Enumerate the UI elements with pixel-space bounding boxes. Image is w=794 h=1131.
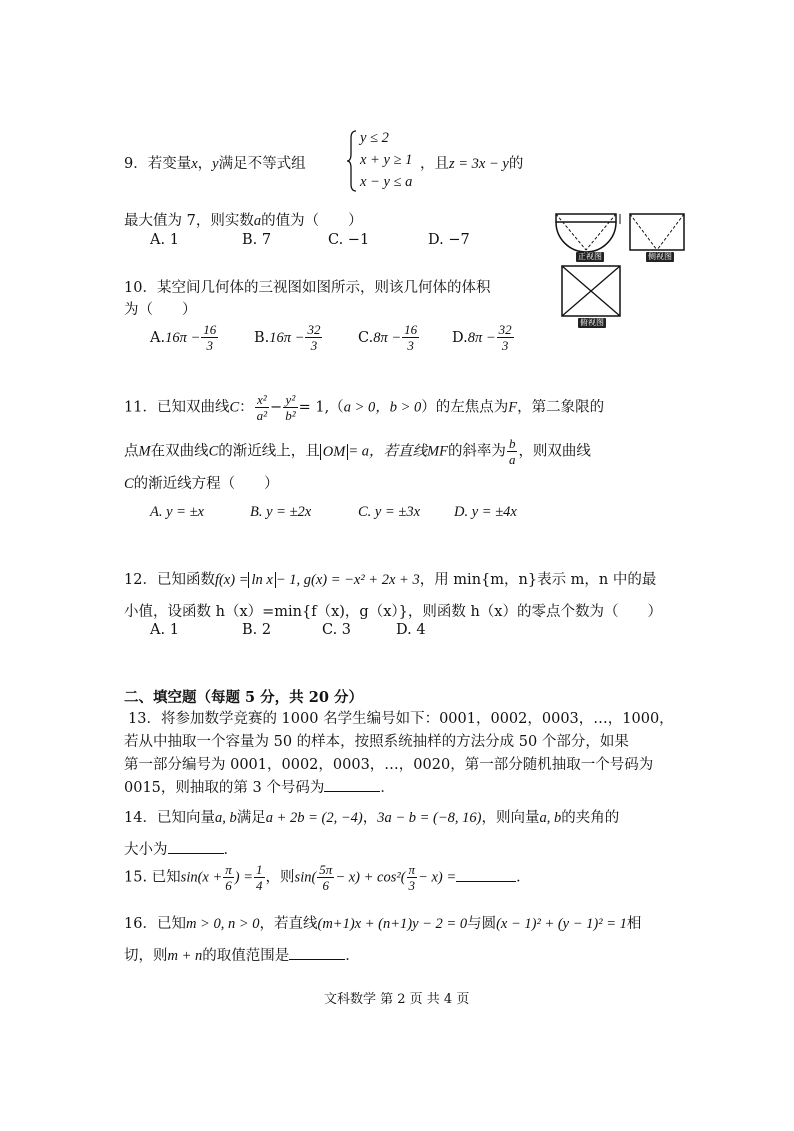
q15-text: 15. 已知 [124,869,181,886]
q10-line2: 为（ ） [124,302,197,318]
q10-b-label: B. [254,329,270,346]
q10-d-pre: 8π − [467,329,496,346]
q16-line2 [124,944,360,965]
q12-options [150,622,426,638]
q16-mn: m + n [167,948,203,964]
label-top-view: 俯视图 [580,318,604,327]
q11-l2e: ，则双曲线 [518,443,591,460]
q12-line2: 小值，设函数 h（x）=min{f（x)，g（x）}，则函数 h（x）的零点个数为（ ） [124,604,662,620]
q9-option-b: B. 7 [242,232,272,248]
page-footer: 文科数学 第 2 页 共 4 页 [324,992,470,1007]
q12-text-b: ，用 min{m，n}表示 m，n 中的最 [419,572,657,588]
q9-ineq-1: y ≤ 2 [360,130,389,146]
q14-text: 14．已知向量 [124,810,215,826]
q10-a-label: A. [150,329,166,346]
q16-circle-eq: (x − 1)² + (y − 1)² = 1 [496,916,627,932]
q15-text-b: ，则 [265,869,295,886]
q16-line-eq: (m+1)x + (n+1)y − 2 = 0 [317,916,468,932]
q12-option-c: C. 3 [322,622,352,638]
q10-c-den: 3 [407,338,414,353]
label-side-view: 侧视图 [648,252,672,261]
q9-ineq-3: x − y ≤ a [360,174,413,190]
q13-line4 [124,776,395,797]
q11-colon: ： [239,399,254,416]
q11-C3: C [124,476,134,492]
q15-line [124,862,531,893]
q9-option-a: A. 1 [150,232,179,248]
q10-c-label: C. [358,329,374,346]
q11-frac-ba [507,436,518,467]
q9-option-c: C. −1 [328,232,370,248]
q11-a: a [508,452,516,467]
q11-a2: a² [256,408,268,423]
q11-line1 [124,392,604,423]
q9-options [150,232,470,248]
q10-d-label: D. [452,329,468,346]
q12-option-a: A. 1 [150,622,179,638]
q10-options [150,322,515,353]
q10-option-d [452,322,515,353]
q13-l4: 0015，则抽取的第 3 个号码为 [124,780,325,796]
q15-frac-5pi6 [317,862,334,893]
q11-line3 [124,472,279,493]
q11-C: C [229,399,240,416]
q9-line2 [124,209,363,230]
q9-line2-end: 的值为（ ） [261,213,363,229]
q15-frac-14 [254,862,265,893]
q14-end: ． [223,842,238,858]
q15-c: − x) = [418,869,457,886]
q15-pi2: π [408,862,416,877]
q10-c-frac [402,322,419,353]
q9-var-y: y [212,156,219,172]
q14-eq2: 3a − b = (−8, 16) [377,810,482,826]
q11-C2: C [208,443,219,460]
q14-eq1: a + 2b = (2, −4) [265,810,363,826]
q11-b2: b² [285,408,296,423]
q11-eq1: = 1,（ [298,399,344,416]
q11-b: b [508,436,516,451]
q11-minus: − [270,399,283,416]
q16-l2b: 的取值范围是 [202,948,290,964]
q9-line1b [420,152,523,173]
three-view-figure [554,210,688,330]
q12-ln: ln x [248,572,275,588]
q11-frac-y [283,392,297,423]
q11-l2b: 在双曲线 [150,443,209,460]
q12-text: 12．已知函数 [124,572,215,588]
q16-text-b: ，若直线 [259,916,318,932]
q14-line2 [124,838,238,859]
q16-text-d: 相 [626,916,642,932]
q11-text: 11．已知双曲线 [124,399,230,416]
q11-l2c: 的渐近线上，且 [218,443,320,460]
q16-text: 16．已知 [124,916,186,932]
q10-b-den: 3 [310,338,318,353]
q16-answer-blank[interactable] [289,945,345,960]
q15-answer-blank[interactable] [456,867,516,882]
q11-text-c: ，第二象限的 [517,399,605,416]
q13-answer-blank[interactable] [324,777,380,792]
q10-a-pre: 16π − [165,329,201,346]
q14-vec: a, b [214,810,237,826]
q11-OM: OM [320,444,349,460]
q9-cond: ，且 [420,156,449,172]
q9-after: 的 [508,156,524,172]
q15-mid: − x) + cos²( [335,869,406,886]
q10-option-a [150,322,254,353]
q14-text-b: 满足 [236,810,266,826]
q10-b-num: 32 [307,322,321,337]
q9-option-d: D. −7 [428,232,470,248]
q12-line1 [124,568,656,589]
q10-d-num: 32 [498,322,512,337]
q9-comma: ， [197,156,213,172]
q14-line1 [124,806,619,827]
q10-b-frac [305,322,322,353]
q16-l2a: 切，则 [124,948,168,964]
q11-option-b: B. y = ±2x [250,504,312,520]
q9-line1 [124,152,306,173]
q9-var-x: x [191,156,198,172]
q10-c-pre: 8π − [373,329,402,346]
q11-l3b: 的渐近线方程（ ） [133,476,279,492]
q11-text-b: ）的左焦点为 [421,399,509,416]
q11-y2: y² [283,392,297,408]
q9-line2-text: 最大值为 7，则实数 [124,213,254,229]
q15-frac-pi6 [223,862,234,893]
q12-rest: − 1, g(x) = −x² + 2x + 3 [275,572,420,588]
q15-three: 3 [408,878,416,893]
q11-F: F [508,399,518,416]
q16-cond: m > 0, n > 0 [185,916,260,932]
q10-d-den: 3 [501,338,509,353]
q16-end: ． [345,948,360,964]
q11-option-a: A. y = ±x [150,504,204,520]
q11-MF: MF [427,443,448,460]
q10-c-num: 16 [404,322,418,337]
q15-eq: ) = [234,869,254,886]
q10-d-frac [497,322,514,353]
q10-a-frac [201,322,218,353]
q10-option-b [254,322,358,353]
q14-answer-blank[interactable] [168,839,224,854]
section-title-fill-blank: 二、填空题（每题 5 分，共 20 分） [124,689,363,706]
q14-text-c: ，则向量 [481,810,540,826]
label-front-view: 正视图 [578,252,602,261]
q11-l2a: 点 [124,443,139,460]
q10-option-c [358,322,452,353]
q15-six2: 6 [322,878,330,893]
q11-options [150,504,517,521]
q9-ineq-2: x + y ≥ 1 [360,152,413,168]
q11-M: M [138,443,151,460]
three-view-diagram [554,210,688,330]
q13-line3: 第一部分编号为 0001，0002，0003，…，0020，第一部分随机抽取一个号码为 [124,757,654,773]
q9-var-a: a [253,213,262,229]
q13-end: ． [380,780,395,796]
q13-line1: 13．将参加数学竞赛的 1000 名学生编号如下：0001，0002，0003，…，1000， [128,711,674,727]
q12-option-d: D. 4 [396,622,426,638]
q14-l2: 大小为 [124,842,168,858]
q15-fivepi: 5π [319,862,333,877]
q15-end: ． [516,869,531,886]
q11-l2d: 的斜率为 [447,443,506,460]
q13-line2: 若从中抽取一个容量为 50 的样本，按照系统抽样的方法分成 50 个部分，如果 [124,734,629,750]
q12-fx: f(x) = [214,572,249,588]
q15-one: 1 [256,862,263,877]
q10-line1: 10．某空间几何体的三视图如图所示，则该几何体的体积 [124,280,491,296]
q15-pi: π [225,862,232,877]
q15-frac-pi3 [407,862,418,893]
q11-eqa: = a，若直线 [348,443,427,460]
q16-line1 [124,912,641,933]
q15-six: 6 [225,878,232,893]
q9-text: 9．若变量 [124,156,192,172]
q15-sin1: sin(x + [180,869,223,886]
q15-sin2: sin( [294,869,317,886]
q12-option-b: B. 2 [242,622,272,638]
brace-icon [346,130,358,192]
q14-comma: ， [362,810,378,826]
q15-four: 4 [256,878,263,893]
q11-line2 [124,436,591,467]
q11-option-c: C. y = ±3x [358,504,421,520]
q10-a-den: 3 [206,338,214,353]
q14-vec2: a, b [539,810,562,826]
q11-option-d: D. y = ±4x [454,504,517,520]
q11-x2: x² [255,392,269,408]
q10-a-num: 16 [203,322,217,337]
q10-b-pre: 16π − [269,329,305,346]
q14-text-d: 的夹角的 [561,810,620,826]
q11-cond: a > 0，b > 0 [343,399,422,416]
q16-text-c: 与圆 [467,916,497,932]
q11-frac-x [255,392,269,423]
q9-text-mid: 满足不等式组 [218,156,306,172]
q9-z: z = 3x − y [449,156,509,172]
